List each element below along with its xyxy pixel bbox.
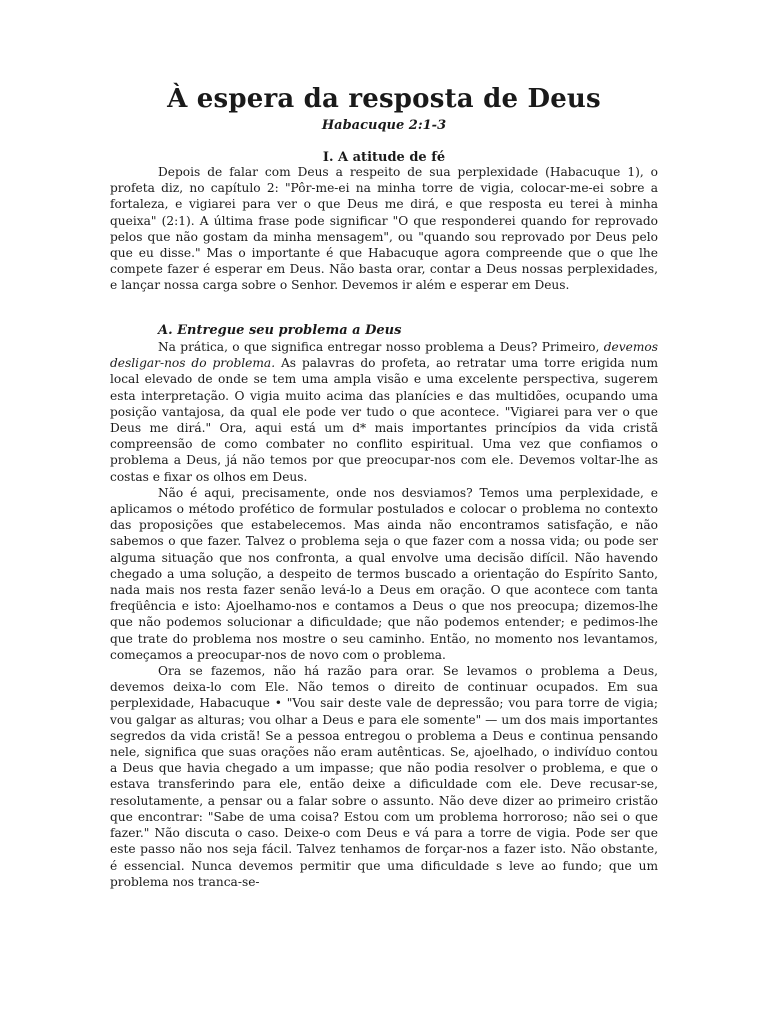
paragraph-1 <box>110 339 658 485</box>
section-a-body <box>110 339 658 890</box>
intro-section <box>110 164 658 294</box>
paragraph-1-start: Na prática, o que significa entregar nosso problema a Deus? Primeiro, <box>158 340 604 354</box>
document-title: À espera da resposta de Deus <box>167 84 601 114</box>
paragraph-2: Não é aqui, precisamente, onde nos desviamos? Temos uma perplexidade, e aplicamos o método profético de formular postulados e colocar o problema no contexto das proposições que estabelecemos. Mas ainda não encontramos satisfação, e não sabemos o que fazer. Talvez o problema seja o que fazer com a nossa vida; ou pode ser alguma situação que nos confronta, a qual envolve uma decisão difícil. Não havendo chegado a uma solução, a despeito de termos buscado a orientação do Espírito Santo, nada mais nos resta fazer senão levá-lo a Deus em oração. O que acontece com tanta freqüência e isto: Ajoelhamo-nos e contamos a Deus o que nos preocupa; dizemos-lhe que não podemos solucionar a dificuldade; que não podemos entender; e pedimos-lhe que trate do problema nos mostre o seu caminho. Então, no momento nos levantamos, começamos a preocupar-nos de novo com o problema. <box>110 485 658 662</box>
paragraph-3: Ora se fazemos, não há razão para orar. Se levamos o problema a Deus, devemos deixa-lo com Ele. Não temos o direito de continuar ocupados. Em sua perplexidade, Habacuque • "Vou sair deste vale de depressão; vou para torre de vigia; vou galgar as alturas; vou olhar a Deus e para ele somente" — um dos mais importantes segredos da vida cristã! Se a pessoa entregou o problema a Deus e continua pensando nele, significa que suas orações não eram autênticas. Se, ajoelhado, o indivíduo contou a Deus que havia chegado a um impasse; que não podia resolver o problema, e que o estava transferindo para ele, então deixe a dificuldade com ele. Deve recusar-se, resolutamente, a pensar ou a falar sobre o assunto. Não deve dizer ao primeiro cristão que encontrar: "Sabe de uma coisa? Estou com um problema horroroso; não sei o que fazer." Não discuta o caso. Deixe-o com Deus e vá para a torre de vigia. Pode ser que este passo não nos seja fácil. Talvez tenhamos de forçar-nos a fazer isto. Não obstante, é essencial. Nunca devemos permitir que uma dificuldade s leve ao fundo; que um problema nos tranca-se- <box>110 664 658 889</box>
sub-heading: A. Entregue seu problema a Deus <box>158 323 402 338</box>
section-heading: I. A atitude de fé <box>322 150 446 165</box>
paragraph-1-rest: As palavras do profeta, ao retratar uma torre erigida num local elevado de onde se tem uma ampla visão e uma excelente perspectiva, sugerem esta interpretação. O vigia muito acima das planícies e das multidões, ocupando uma posição vantajosa, da qual ele pode ver tudo o que acontece. "Vigiarei para ver o que Deus me dirá." Ora, aqui está um d* mais importantes princípios da vida cristã compreensão de como combater no conflito espiritual. Uma vez que confiamos o problema a Deus, já não temos por que preocupar-nos com ele. Devemos voltar-lhe as costas e fixar os olhos em Deus. <box>110 356 658 484</box>
scripture-reference: Habacuque 2:1-3 <box>321 118 447 133</box>
intro-paragraph: Depois de falar com Deus a respeito de sua perplexidade (Habacuque 1), o profeta diz, no capítulo 2: "Pôr-me-ei na minha torre de vigia, colocar-me-ei sobre a fortaleza, e vigiarei para ver o que Deus me dirá, e que resposta eu terei à minha queixa" (2:1). A última frase pode significar "O que responderei quando for reprovado pelos que não gostam da minha mensagem", ou "quando sou reprovado por Deus pelo que eu disse." Mas o importante é que Habacuque agora compreende que o que lhe compete fazer é esperar em Deus. Não basta orar, contar a Deus nossas perplexidades, e lançar nossa carga sobre o Senhor. Devemos ir além e esperar em Deus. <box>110 165 658 293</box>
paragraph-1-emphasis: devemos desligar-nos do problema. <box>110 340 658 371</box>
